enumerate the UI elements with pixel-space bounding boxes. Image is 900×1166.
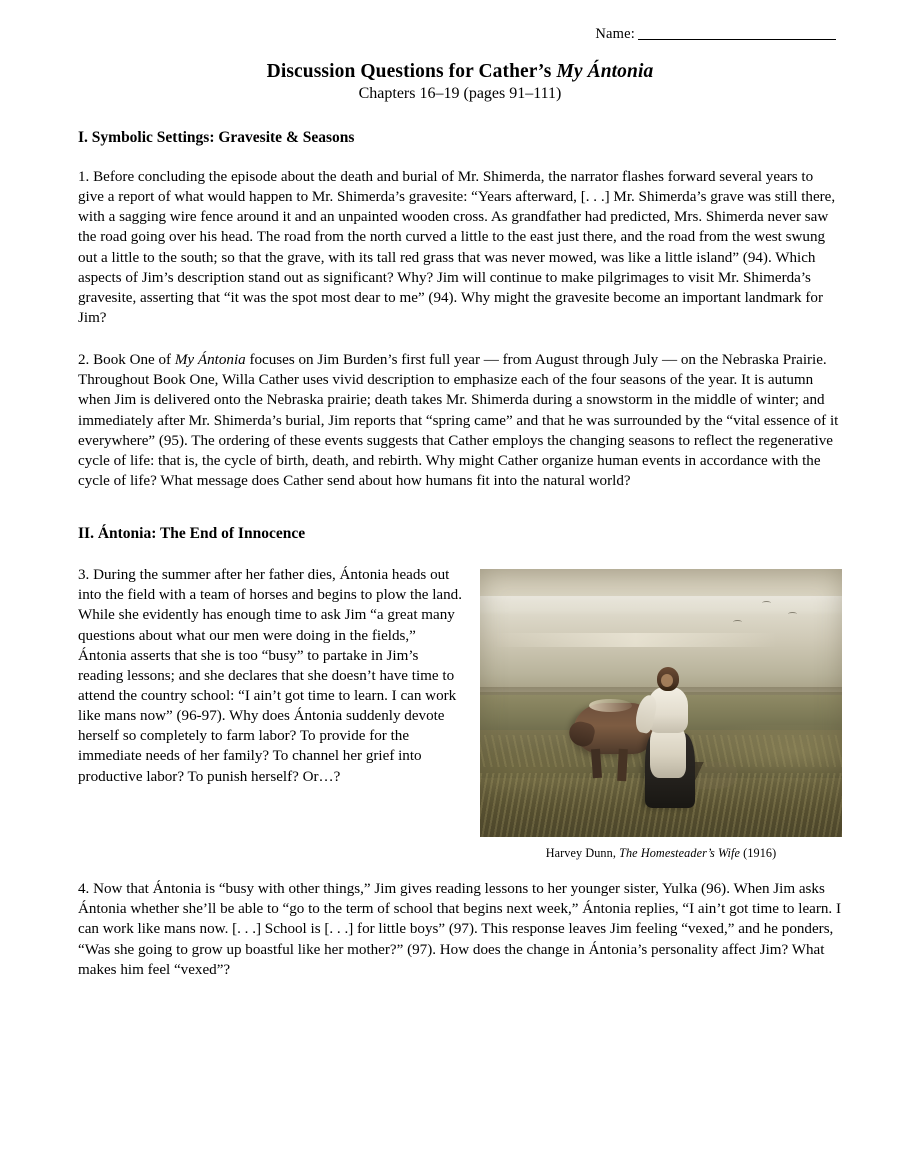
painting-woman-apron [650,725,686,779]
question-3: 3. During the summer after her father dies, Ántonia heads out into the field with a team of horses and begins to plow the land. While she evidently has enough time to ask Jim “a great many questions about what our men were doing in the fields,” Ántonia asserts that she is too “busy” to partake in Jim’s reading lessons; and she declares that she doesn’t have time to attend the country school: “I ain’t got time to learn. I can work like mans now” (96-97). Why does Ántonia suddenly devote herself so completely to farm labor? To provide for the immediate needs of her family? To channel her grief into productive labor? To punish herself? Or…? [78,567,462,785]
question-2-part1: 2. Book One of [78,352,175,369]
figure-caption-artist: Harvey Dunn, [545,846,620,861]
figure-caption-year: (1916) [740,846,777,861]
question-2-book-title: My Ántonia [174,352,246,369]
question-1: 1. Before concluding the episode about the death and burial of Mr. Shimerda, the narrator flashes forward several years to give a report of what would happen to Mr. Shimerda’s gravesite: “Years afterward, [. . .] Mr. Shimerda’s grave was still there, with a sagging wire fence around it and an unpainted wooden cross. As grandfather had predicted, Mrs. Shimerda never saw the road going over his head. The road from the north curved a little to the east just there, and the road from the west swung out a little to the south; so that the grave, with its tall red grass that was never mowed, was like a little island” (94). Which aspects of Jim’s description stand out as significant? Why? Jim will continue to make pilgrimages to visit Mr. Shimerda’s gravesite, asserting that “it was the spot most dear to me” (94). Why might the gravesite become an important landmark for Jim? [78,169,836,326]
page-subtitle: Chapters 16–19 (pages 91–111) [358,85,562,102]
painting-bird-2 [788,612,797,616]
figure-caption-title: The Homesteader’s Wife [619,846,741,861]
page-title [78,61,842,83]
painting-homesteaders-wife [480,569,842,837]
section-heading-1: I. Symbolic Settings: Gravesite & Seasons [78,129,355,146]
figure-homesteaders-wife [480,569,842,861]
question-2-part2: focuses on Jim Burden’s first full year — from August through July — on the Nebraska Prairie. Throughout Book One, Willa Cather uses vivid description to emphasize each of the four seasons of the year. It is autumn when Jim is delivered onto the Nebraska prairie; death takes Mr. Shimerda during a snowstorm in the middle of winter; and immediately after Mr. Shimerda’s burial, Jim reports that “spring came” and that he was surrounded by the “vital essence of it everywhere” (95). The ordering of these events suggests that Cather employs the changing seasons to reflect the regenerative cycle of life: that is, the cycle of birth, death, and rebirth. Why might Cather organize human events in accordance with the cycle of life? What message does Cather send about how humans fit into the natural world? [78,352,839,489]
name-label: Name: [595,26,635,42]
name-blank-rule [638,39,836,40]
painting-canvas [480,569,842,837]
page-title-book: My Ántonia [556,61,654,82]
section-heading-2: II. Ántonia: The End of Innocence [78,525,306,543]
painting-cloud-streak-upper [480,596,842,615]
painting-cloud-streak-lower [494,633,776,646]
figure-caption [480,846,842,861]
question-2 [78,350,842,491]
painting-horse-leg-rear [617,748,627,781]
page-title-text: Discussion Questions for Cather’s [266,61,557,82]
question-4: 4. Now that Ántonia is “busy with other things,” Jim gives reading lessons to her younger sister, Yulka (96). When Jim asks Ántonia whether she’ll be able to “go to the term of school that begins next week,” Ántonia replies, “I ain’t got time to learn. I can work like mans now. [. . .] School is [. . .] for little boys” (97). This response leaves Jim feeling “vexed,” and he ponders, “Was she going to grow up boastful like her mother?” (97). How does the change in Ántonia’s personality affect Jim? What makes him feel “vexed”? [78,881,841,978]
name-field-line [78,26,842,43]
